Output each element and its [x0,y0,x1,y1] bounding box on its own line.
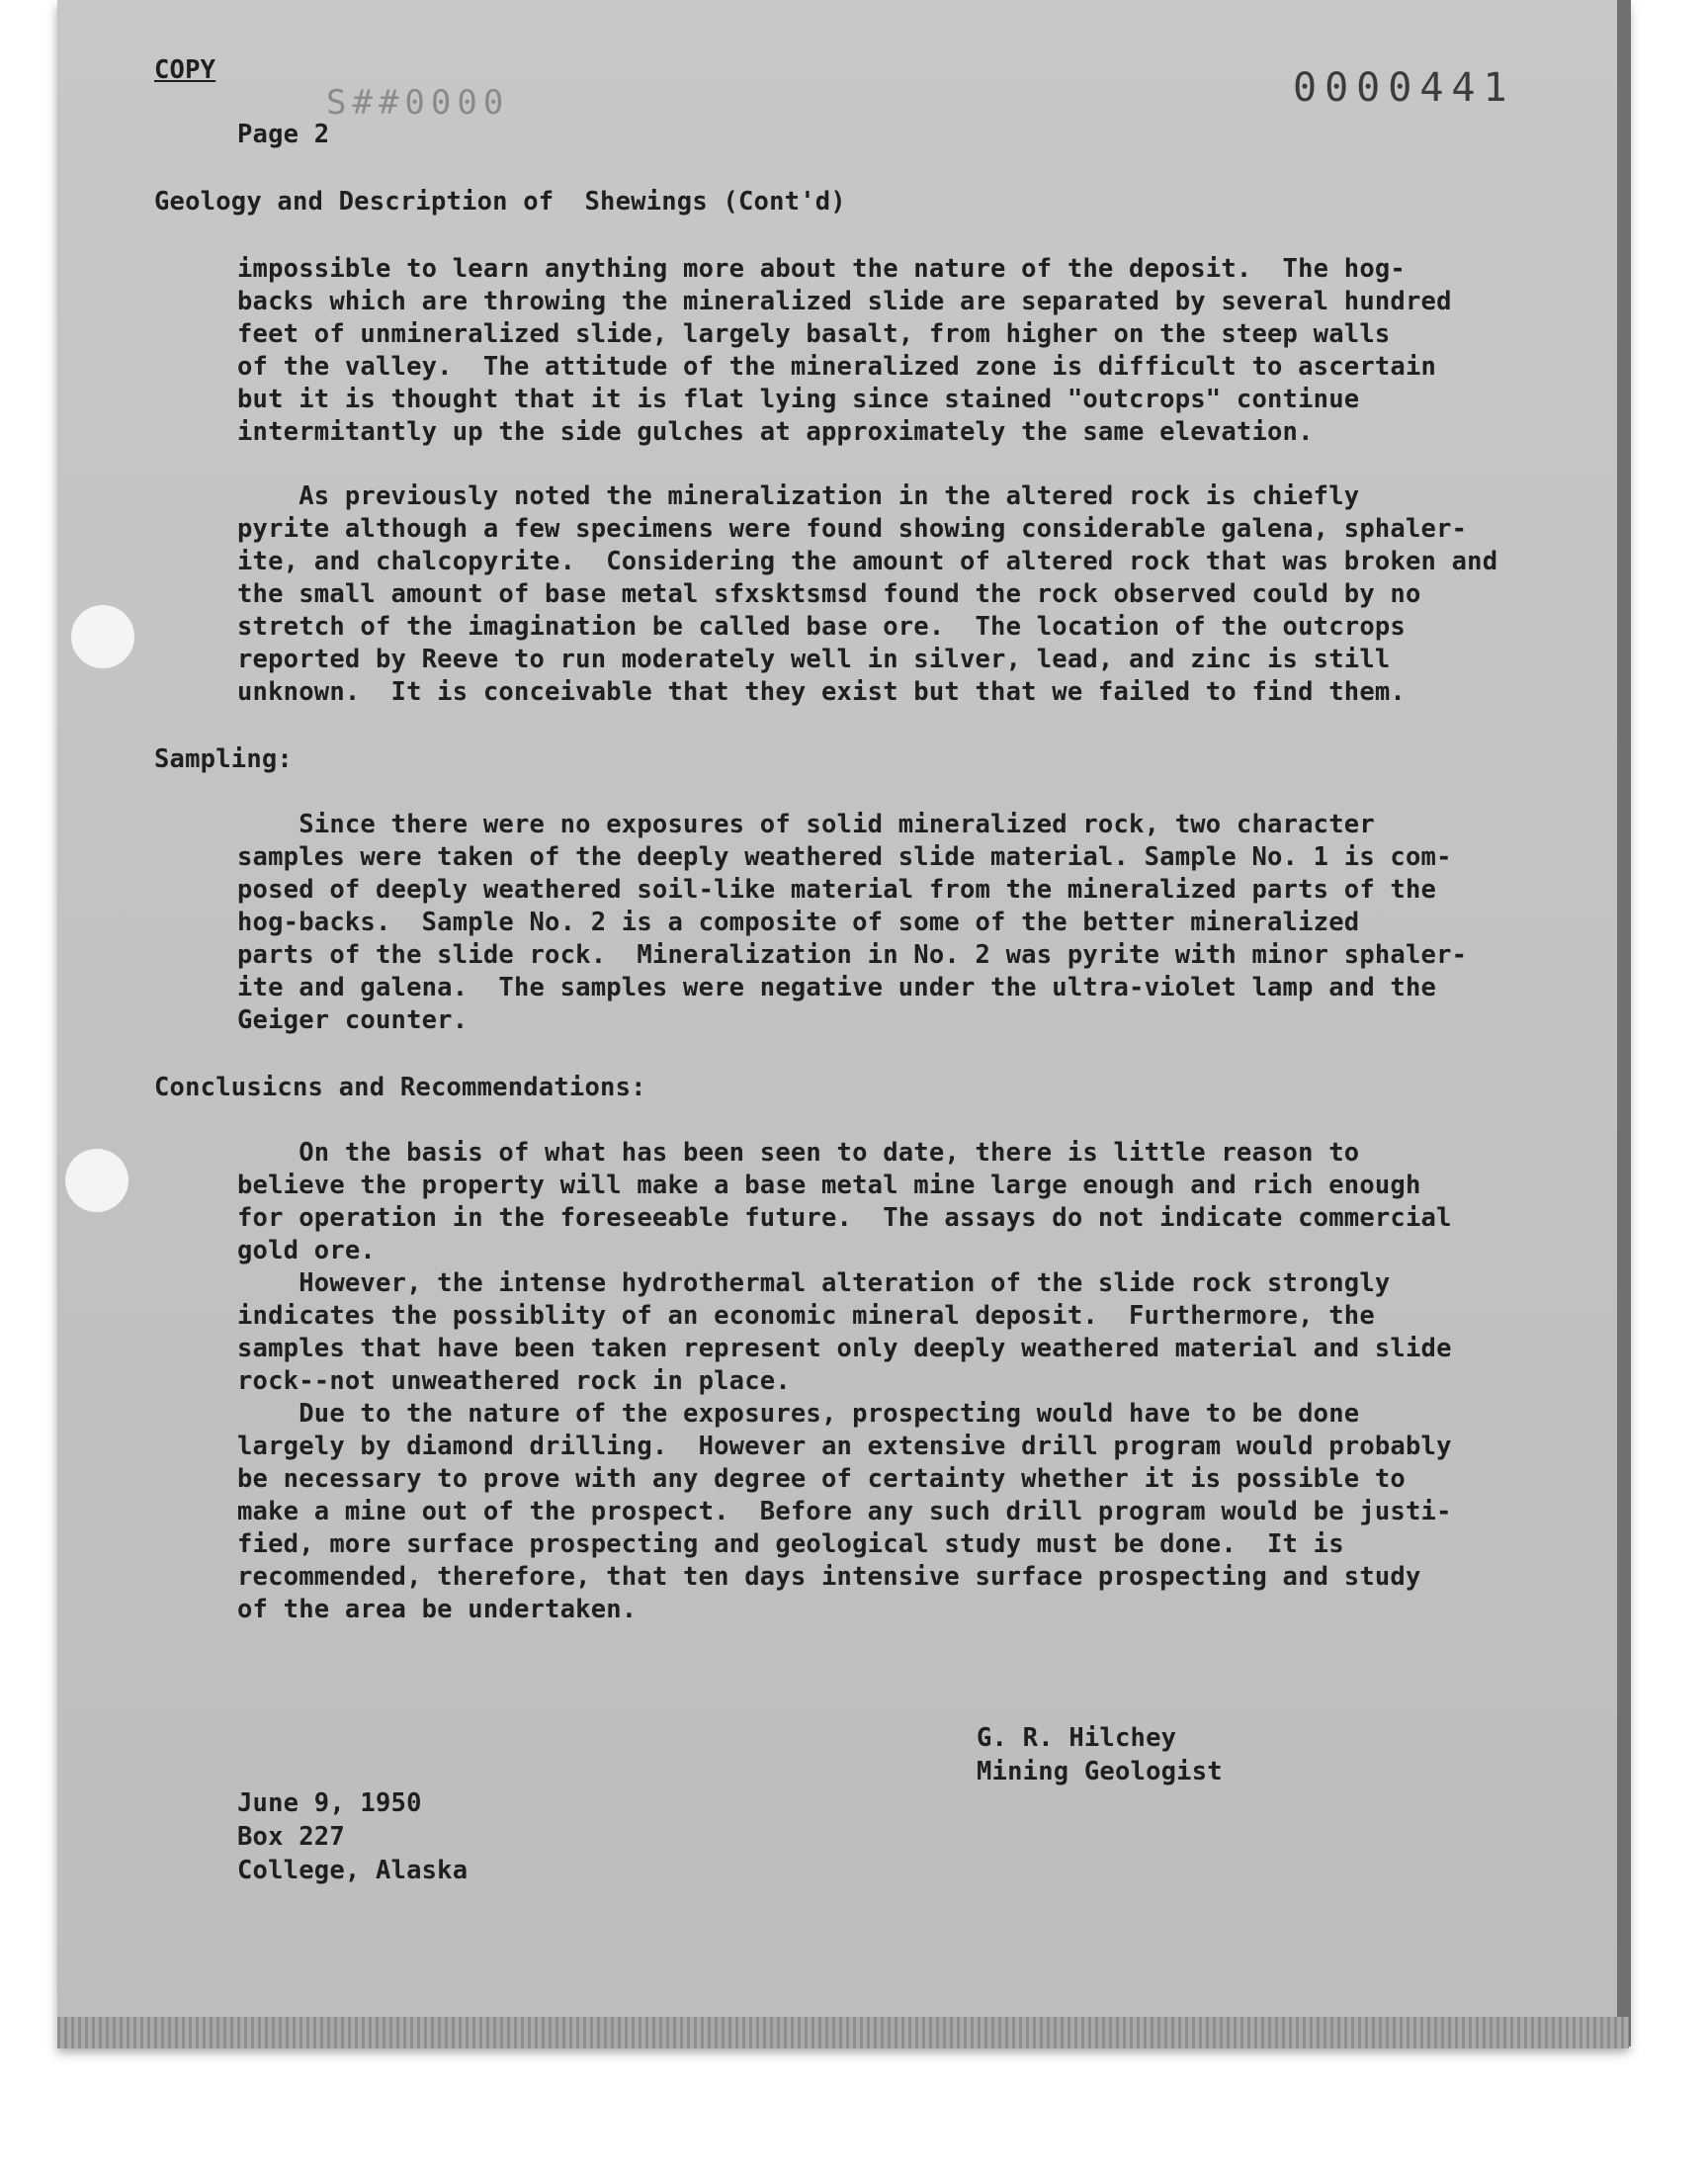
punch-hole-upper [71,605,134,668]
text-line: parts of the slide rock. Mineralization in No. 2 was pyrite with minor sphaler- [237,940,1468,970]
conclusions-paragraph [237,1137,1452,1626]
text-line: recommended, therefore, that ten days intensive surface prospecting and study [237,1562,1421,1592]
text-line: be necessary to prove with any degree of certainty whether it is possible to [237,1464,1406,1494]
page-number: Page 2 [237,120,330,149]
text-line: largely by diamond drilling. However an extensive drill program would probably [237,1432,1452,1461]
text-line: Since there were no exposures of solid mineralized rock, two character [237,810,1375,839]
text-line: impossible to learn anything more about the nature of the deposit. The hog- [237,254,1406,284]
address-box: Box 227 [237,1822,345,1852]
scan-bottom-edge [57,2017,1629,2048]
ghost-stamp: S##0000 [326,83,510,123]
geology-paragraph-1 [237,253,1452,449]
text-line: but it is thought that it is flat lying since stained "outcrops" continue [237,385,1360,414]
section-title: Geology and Description of Shewings (Cont'd) [154,187,846,217]
text-line: believe the property will make a base metal mine large enough and rich enough [237,1171,1421,1200]
text-line: ite and galena. The samples were negative under the ultra-violet lamp and the [237,973,1437,1002]
text-line: stretch of the imagination be called base ore. The location of the outcrops [237,612,1406,642]
text-line: intermitantly up the side gulches at approximately the same elevation. [237,417,1314,447]
text-line: of the area be undertaken. [237,1595,638,1624]
text-line: for operation in the foreseeable future. The assays do not indicate commercial [237,1203,1452,1233]
copy-label: COPY [154,55,216,85]
text-line: indicates the possiblity of an economic mineral deposit. Furthermore, the [237,1301,1375,1331]
text-line: Due to the nature of the exposures, prospecting would have to be done [237,1399,1360,1429]
text-line: pyrite although a few specimens were found showing considerable galena, sphaler- [237,514,1468,544]
page-edge-shadow [1617,0,1631,2046]
geology-paragraph-2 [237,480,1497,709]
text-line: make a mine out of the prospect. Before any such drill program would be justi- [237,1497,1452,1526]
text-line: ite, and chalcopyrite. Considering the amount of altered rock that was broken and [237,547,1498,576]
document-number: 0000441 [1293,65,1515,111]
text-line: feet of unmineralized slide, largely basalt, from higher on the steep walls [237,319,1391,349]
text-line: samples were taken of the deeply weathered slide material. Sample No. 1 is com- [237,842,1452,872]
sampling-paragraph [237,809,1467,1037]
text-line: On the basis of what has been seen to date, there is little reason to [237,1138,1360,1168]
text-line: backs which are throwing the mineralized slide are separated by several hundred [237,287,1452,316]
text-line: of the valley. The attitude of the mineralized zone is difficult to ascertain [237,352,1437,382]
text-line: hog-backs. Sample No. 2 is a composite of some of the better mineralized [237,908,1360,937]
conclusions-heading: Conclusicns and Recommendations: [154,1073,646,1102]
text-line: fied, more surface prospecting and geological study must be done. It is [237,1529,1344,1559]
text-line: However, the intense hydrothermal alteration of the slide rock strongly [237,1268,1391,1298]
text-line: posed of deeply weathered soil-like material from the mineralized parts of the [237,875,1437,905]
text-line: Geiger counter. [237,1005,469,1035]
letter-date: June 9, 1950 [237,1788,422,1818]
text-line: gold ore. [237,1236,376,1265]
signature-name: G. R. Hilchey [977,1723,1177,1753]
sampling-heading: Sampling: [154,744,293,774]
text-line: As previously noted the mineralization in the altered rock is chiefly [237,481,1360,511]
text-line: samples that have been taken represent only deeply weathered material and slide [237,1334,1452,1363]
address-city: College, Alaska [237,1856,469,1885]
text-line: the small amount of base metal sfxsktsmsd found the rock observed could by no [237,579,1421,609]
text-line: rock--not unweathered rock in place. [237,1366,791,1396]
text-line: reported by Reeve to run moderately well in silver, lead, and zinc is still [237,645,1391,674]
text-line: unknown. It is conceivable that they exist but that we failed to find them. [237,677,1406,707]
punch-hole-lower [65,1149,128,1212]
signature-title: Mining Geologist [977,1757,1223,1786]
